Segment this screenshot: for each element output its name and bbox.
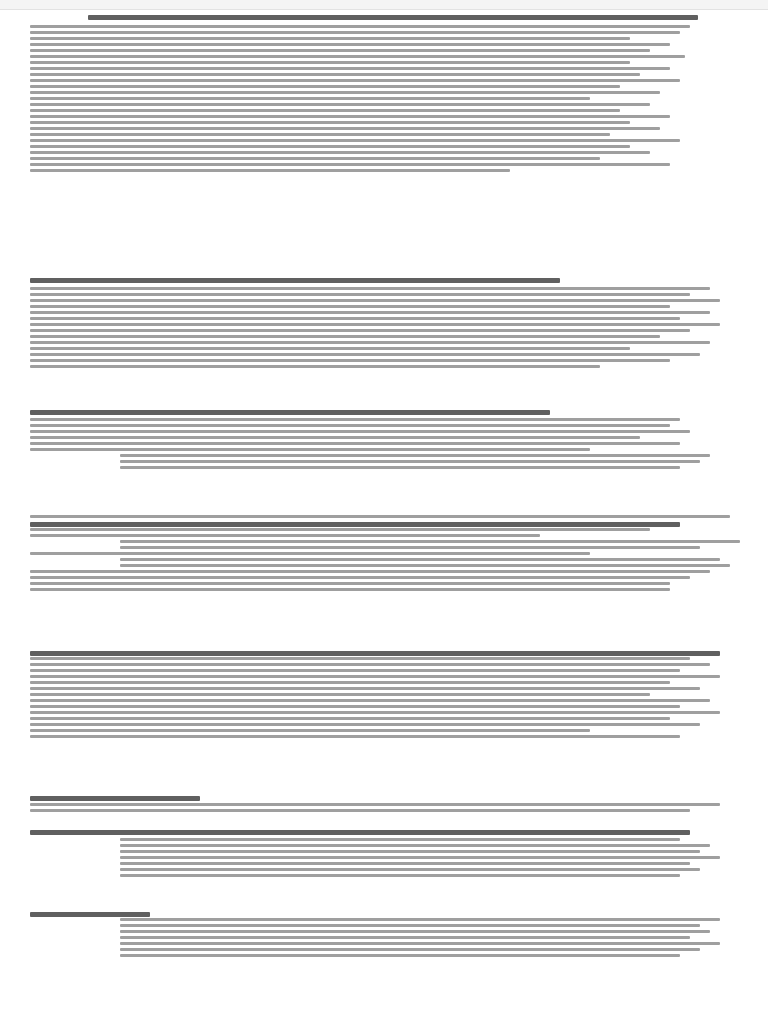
text-line	[30, 699, 710, 702]
text-line	[30, 49, 650, 52]
text-line	[30, 341, 710, 344]
text-line	[30, 67, 670, 70]
text-line	[30, 317, 680, 320]
text-line	[30, 588, 670, 591]
text-line	[120, 936, 690, 939]
text-line	[30, 528, 650, 531]
heading-line	[30, 912, 150, 917]
text-line	[30, 675, 720, 678]
text-line	[30, 534, 540, 537]
text-line	[30, 157, 600, 160]
text-line	[30, 139, 680, 142]
text-line	[120, 948, 700, 951]
text-line	[30, 347, 630, 350]
text-line	[120, 460, 700, 463]
text-line	[30, 448, 590, 451]
text-line	[120, 868, 700, 871]
text-line	[30, 151, 650, 154]
text-line	[30, 365, 600, 368]
heading-line	[30, 522, 680, 527]
text-line	[120, 454, 710, 457]
text-line	[30, 809, 690, 812]
text-line	[30, 430, 690, 433]
text-line	[120, 540, 740, 543]
text-line	[30, 287, 710, 290]
text-line	[30, 115, 670, 118]
text-line	[30, 79, 680, 82]
text-line	[30, 31, 680, 34]
text-line	[30, 552, 590, 555]
text-line	[30, 133, 610, 136]
text-line	[30, 705, 680, 708]
text-line	[30, 515, 730, 518]
text-line	[120, 918, 720, 921]
text-line	[120, 874, 680, 877]
text-line	[30, 91, 660, 94]
text-line	[30, 311, 710, 314]
text-line	[120, 924, 700, 927]
heading-line	[88, 15, 698, 20]
heading-line	[30, 410, 550, 415]
text-line	[30, 25, 690, 28]
heading-line	[30, 796, 200, 801]
text-line	[30, 335, 660, 338]
text-line	[30, 729, 590, 732]
text-line	[120, 564, 730, 567]
text-line	[120, 546, 700, 549]
text-line	[30, 73, 640, 76]
text-line	[120, 850, 700, 853]
text-line	[30, 293, 690, 296]
text-line	[30, 663, 710, 666]
text-line	[30, 353, 700, 356]
text-line	[120, 942, 720, 945]
text-line	[30, 693, 650, 696]
text-line	[30, 145, 630, 148]
text-line	[30, 97, 590, 100]
text-line	[30, 109, 620, 112]
text-line	[30, 103, 650, 106]
text-line	[30, 323, 720, 326]
text-line	[30, 442, 680, 445]
text-line	[30, 803, 720, 806]
text-line	[30, 687, 700, 690]
text-line	[30, 717, 670, 720]
text-line	[30, 723, 700, 726]
text-line	[30, 669, 680, 672]
text-line	[120, 838, 680, 841]
text-line	[30, 55, 685, 58]
text-line	[120, 862, 690, 865]
text-line	[30, 735, 680, 738]
heading-line	[30, 830, 690, 835]
text-line	[30, 305, 670, 308]
text-line	[120, 558, 720, 561]
text-line	[30, 418, 680, 421]
text-line	[30, 37, 630, 40]
text-line	[120, 856, 720, 859]
text-line	[30, 163, 670, 166]
text-line	[120, 844, 710, 847]
text-line	[120, 930, 710, 933]
text-line	[30, 61, 630, 64]
text-line	[30, 711, 720, 714]
text-line	[30, 424, 670, 427]
text-line	[30, 657, 690, 660]
text-line	[30, 127, 660, 130]
text-line	[30, 85, 620, 88]
text-line	[30, 121, 630, 124]
text-line	[120, 954, 680, 957]
text-line	[30, 570, 710, 573]
text-line	[30, 43, 670, 46]
text-line	[30, 299, 720, 302]
text-line	[30, 359, 670, 362]
heading-line	[30, 651, 720, 656]
text-line	[30, 582, 670, 585]
heading-line	[30, 278, 560, 283]
text-line	[30, 169, 510, 172]
text-line	[30, 436, 640, 439]
text-line	[120, 466, 680, 469]
text-line	[30, 681, 670, 684]
text-line	[30, 329, 690, 332]
text-line	[30, 576, 690, 579]
